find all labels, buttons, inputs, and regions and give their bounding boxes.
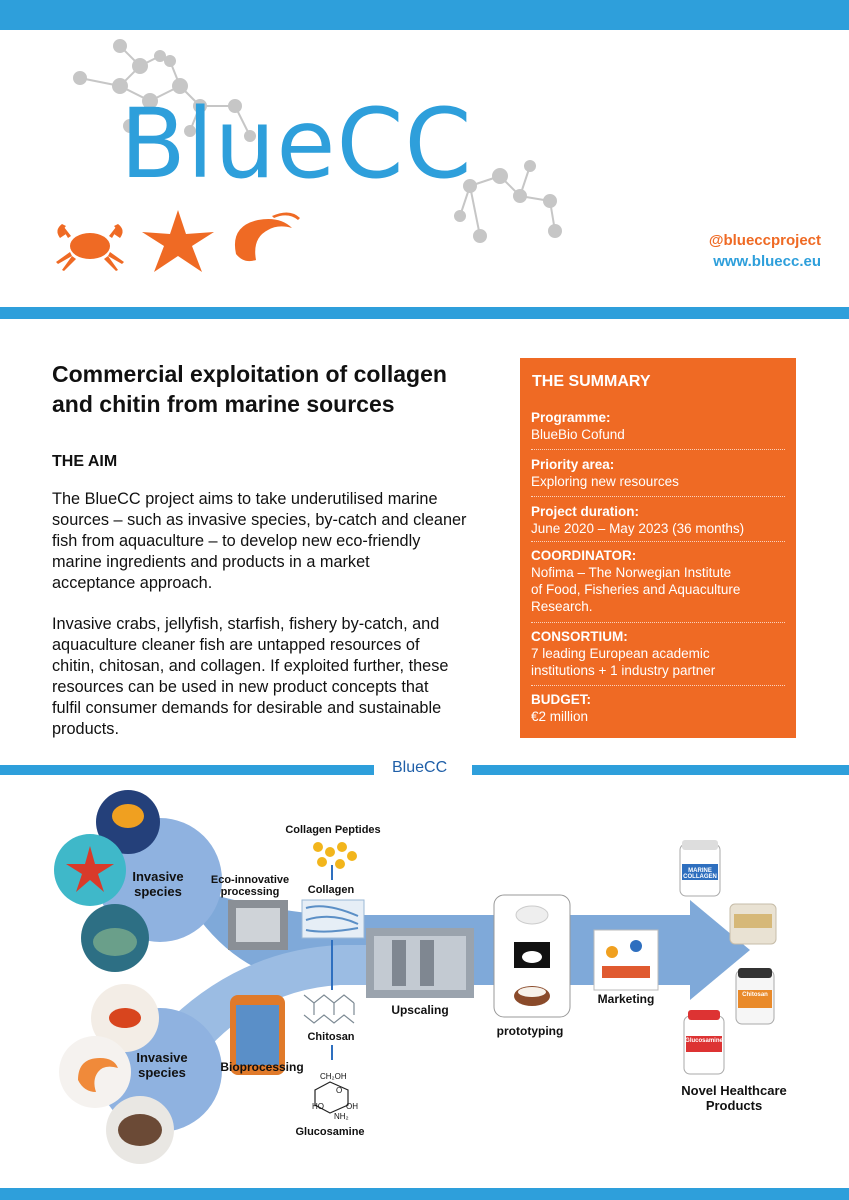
crab-icon	[50, 212, 130, 272]
para1-line: marine ingredients and products in a market	[52, 553, 370, 571]
para1-line: fish from aquaculture – to develop new eco-friendly	[52, 532, 421, 550]
consortium-label: CONSORTIUM:	[531, 629, 628, 644]
bottom-bar	[0, 1188, 849, 1200]
main-title	[52, 359, 502, 419]
chem-oh: OH	[346, 1102, 358, 1111]
consortium-line: institutions + 1 industry partner	[531, 663, 716, 678]
summary-divider	[531, 622, 785, 623]
chem-o: O	[336, 1086, 343, 1095]
collagen-peptides-label: Collagen Peptides	[285, 824, 381, 836]
aim-paragraph-1	[52, 489, 492, 594]
jar-label-collagen: MARINE COLLAGEN	[683, 868, 717, 880]
social-handle[interactable]: @blueccproject	[708, 232, 821, 249]
chitosan-structure	[304, 995, 354, 1023]
para2-line: aquaculture cleaner fish are untapped resources of	[52, 636, 420, 654]
novel-products-label: Novel Healthcare Products	[681, 1083, 787, 1113]
summary-budget	[531, 691, 785, 725]
starfish-icon	[138, 208, 218, 274]
marketing-illustration	[594, 930, 658, 990]
top-bar	[0, 0, 849, 30]
bluecc-logo	[120, 88, 473, 200]
consortium-line: 7 leading European academic	[531, 646, 710, 661]
diagram-divider-label: BlueCC	[392, 759, 448, 776]
diagram-divider-left	[0, 765, 374, 775]
priority-value: Exploring new resources	[531, 474, 679, 489]
chem-ho: HO	[312, 1102, 324, 1111]
header-divider	[0, 307, 849, 319]
para2-line: fulfil consumer demands for desirable and sustainable	[52, 699, 442, 717]
summary-box	[520, 358, 796, 738]
duration-label: Project duration:	[531, 504, 640, 519]
title-line-2: and chitin from marine sources	[52, 391, 395, 417]
para1-line: The BlueCC project aims to take underutilised marine	[52, 490, 438, 508]
coordinator-line: Research.	[531, 599, 593, 614]
coordinator-label: COORDINATOR:	[531, 548, 637, 563]
eco-processing-label: Eco-innovative processing	[210, 874, 290, 898]
budget-label: BUDGET:	[531, 692, 591, 707]
process-diagram	[0, 780, 849, 1180]
title-line-1: Commercial exploitation of collagen	[52, 361, 447, 387]
marketing-label: Marketing	[597, 992, 655, 1006]
bioprocessing-label: Bioprocessing	[220, 1060, 304, 1074]
jar-label-chitosan: Chitosan	[742, 992, 768, 998]
para2-line: products.	[52, 720, 119, 738]
summary-divider	[531, 685, 785, 686]
chem-nh2: NH₂	[334, 1112, 349, 1121]
summary-heading: THE SUMMARY	[532, 373, 651, 390]
chitosan-label: Chitosan	[307, 1031, 355, 1043]
budget-value: €2 million	[531, 709, 589, 724]
para2-line: Invasive crabs, jellyfish, starfish, fishery by-catch, and	[52, 615, 440, 633]
summary-divider	[531, 496, 785, 497]
collagen-label: Collagen	[307, 884, 355, 896]
cream-jar-photo	[730, 904, 776, 944]
shrimp-icon	[226, 208, 302, 268]
summary-priority	[531, 456, 785, 490]
invasive-species-label-top: Invasive species	[132, 869, 184, 899]
aim-heading: THE AIM	[52, 453, 118, 470]
logo-text: BlueCC	[120, 88, 473, 200]
programme-label: Programme:	[531, 410, 611, 425]
summary-divider	[531, 541, 785, 542]
jar-label-glucosamine: Glucosamine	[685, 1038, 723, 1044]
para2-line: resources can be used in new product concepts that	[52, 678, 429, 696]
summary-divider	[531, 449, 785, 450]
invasive-species-label-bottom: Invasive species	[136, 1050, 188, 1080]
aim-paragraph-2	[52, 614, 492, 740]
upscaling-label: Upscaling	[391, 1003, 449, 1017]
summary-programme	[531, 409, 785, 443]
duration-value: June 2020 – May 2023 (36 months)	[531, 521, 745, 536]
para1-line: acceptance approach.	[52, 574, 213, 592]
priority-label: Priority area:	[531, 457, 615, 472]
summary-coordinator	[531, 547, 785, 615]
prototyping-label: prototyping	[496, 1024, 564, 1038]
peptide-dots	[313, 842, 357, 869]
diagram-divider-right	[472, 765, 849, 775]
summary-duration	[531, 503, 785, 537]
coordinator-line: Nofima – The Norwegian Institute	[531, 565, 732, 580]
para1-line: sources – such as invasive species, by-catch and cleaner	[52, 511, 467, 529]
coordinator-line: of Food, Fisheries and Aquaculture	[531, 582, 741, 597]
chem-ch2oh: CH₂OH	[320, 1072, 347, 1081]
website-link[interactable]: www.bluecc.eu	[713, 253, 821, 270]
glucosamine-label: Glucosamine	[295, 1126, 365, 1138]
programme-value: BlueBio Cofund	[531, 427, 625, 442]
para2-line: chitin, chitosan, and collagen. If exploited further, these	[52, 657, 449, 675]
summary-consortium	[531, 628, 785, 679]
